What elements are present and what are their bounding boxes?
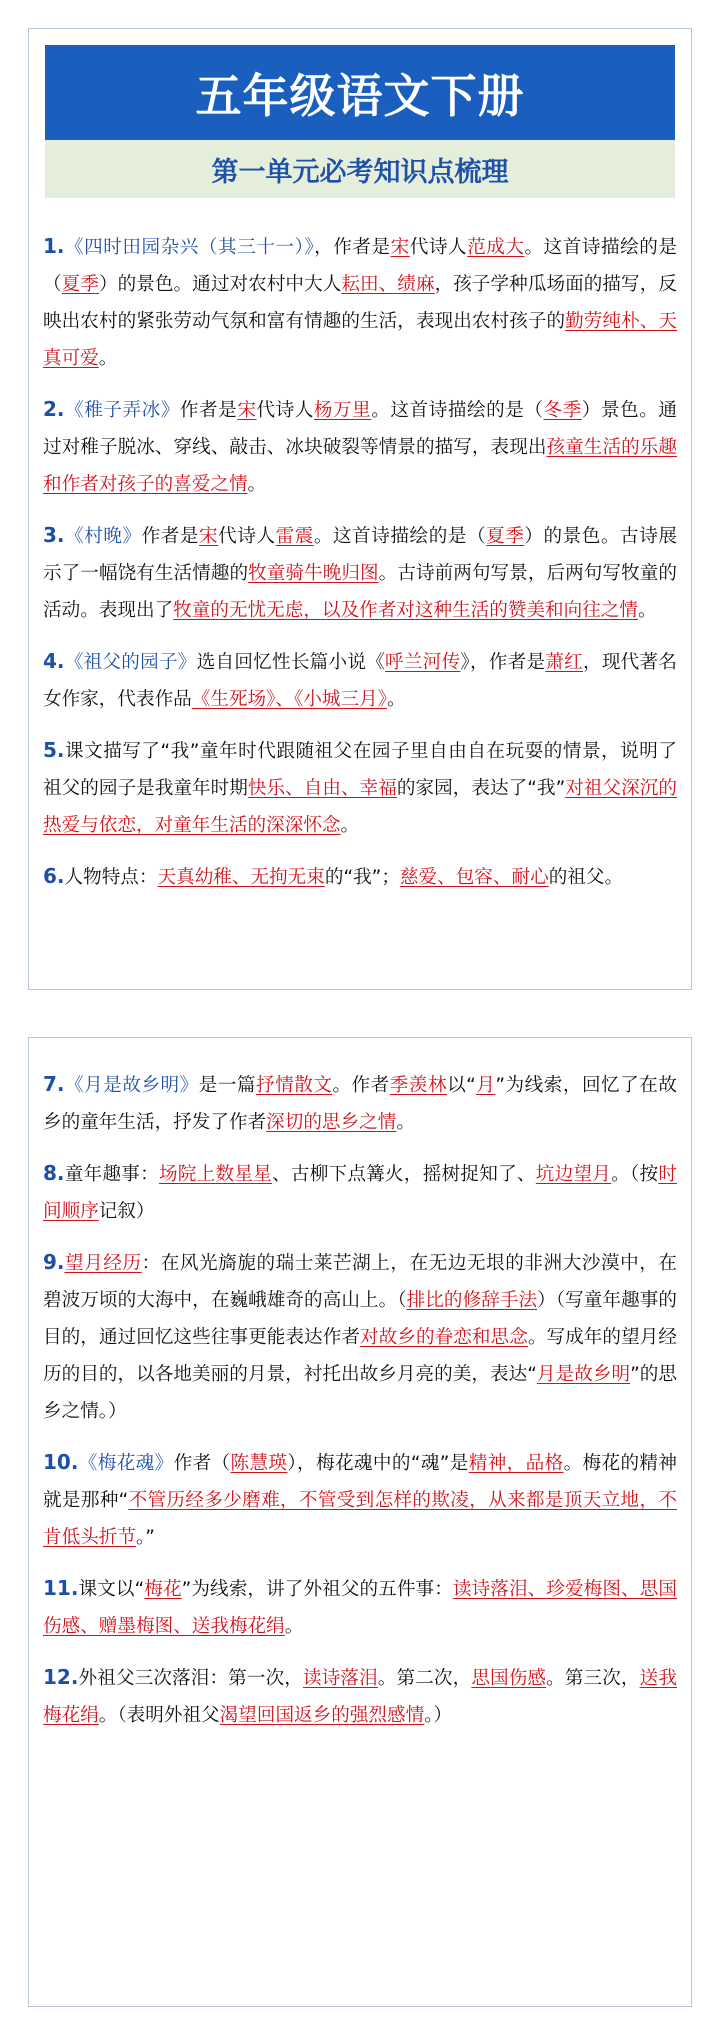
- key-point: 杨万里: [313, 400, 372, 421]
- book-title: 《稚子弄冰》: [64, 400, 180, 421]
- item-text: 。写成年的望月经历的目的，以各地美丽的月景，衬托出故乡月亮的美，表达“: [43, 1327, 677, 1385]
- item-text: 》，作者是: [460, 652, 546, 673]
- item-text: 。: [247, 474, 267, 495]
- card-unit-part-2: [28, 1037, 692, 2007]
- item-text: 。梅花的精神就是那种“: [43, 1453, 677, 1511]
- item-number: 7.: [43, 1072, 65, 1096]
- key-point: 场院上数星星: [158, 1164, 273, 1185]
- knowledge-item: [43, 391, 677, 503]
- key-point: 慈爱、包容、耐心: [399, 867, 549, 888]
- key-point: 月是故乡明: [536, 1364, 631, 1385]
- item-number: 1.: [43, 234, 65, 258]
- item-text: 以“: [447, 1075, 476, 1096]
- key-point: 宋: [237, 400, 257, 421]
- key-point: 坑边望月: [535, 1164, 612, 1185]
- item-text: 。这首诗描绘的是（: [371, 400, 544, 421]
- item-text: 。（按: [611, 1164, 659, 1185]
- item-text: 。: [387, 689, 406, 710]
- key-point: 读诗落泪、珍爱梅图、思国伤感、赠墨梅图、送我梅花绢: [43, 1579, 677, 1637]
- item-text: 记叙）: [98, 1201, 155, 1222]
- item-text: 代诗人: [409, 237, 468, 258]
- item-text: ，孩子学种瓜场面的描写，反映出农村的紧张劳动气氛和富有情趣的生活，表现出农村孩子的: [43, 274, 677, 332]
- item-number: 3.: [43, 523, 65, 547]
- knowledge-item: [43, 1244, 677, 1430]
- item-number: 9.: [43, 1250, 65, 1274]
- item-text: 。”: [135, 1527, 155, 1548]
- item-number: 2.: [43, 397, 65, 421]
- item-number: 5.: [43, 738, 65, 762]
- item-text: 课文以“: [78, 1579, 145, 1600]
- item-number: 11.: [43, 1576, 79, 1600]
- item-text: 代诗人: [218, 526, 276, 547]
- key-point: 孩童生活的乐趣和作者对孩子的喜爱之情: [43, 437, 677, 495]
- key-point: 勤劳纯朴、天真可爱: [43, 311, 677, 369]
- item-text: 作者是: [141, 526, 200, 547]
- key-point: 梅花: [144, 1579, 182, 1600]
- key-point: 对祖父深沉的热爱与依恋，对童年生活的深深怀念: [43, 778, 677, 836]
- key-point: 夏季: [486, 526, 525, 547]
- page-subtitle: 第一单元必考知识点梳理: [45, 140, 675, 198]
- item-text: 。）: [424, 1705, 453, 1726]
- key-point: 排比的修辞手法: [406, 1290, 538, 1311]
- item-text: ”为线索，讲了外祖父的五件事：: [181, 1579, 453, 1600]
- key-point: 耘田、绩麻: [341, 274, 435, 295]
- key-point: 月: [475, 1075, 496, 1096]
- item-text: 。: [98, 348, 118, 369]
- key-point: 时间顺序: [43, 1164, 677, 1222]
- key-point: 夏季: [61, 274, 99, 295]
- item-text: 选自回忆性长篇小说《: [196, 652, 386, 673]
- item-text: ：在风光旖旎的瑞士莱芒湖上，在无边无垠的非洲大沙漠中，在碧波万顷的大海中，在巍峨雄奇的高山上。（: [43, 1253, 677, 1311]
- card-unit-part-1: [28, 28, 692, 990]
- item-text: 。: [284, 1616, 304, 1637]
- item-text: 。这首诗描绘的是（: [43, 237, 677, 295]
- item-number: 12.: [43, 1665, 79, 1689]
- item-text: 。第三次，: [546, 1668, 640, 1689]
- knowledge-item: [43, 1659, 677, 1734]
- book-title: 《月是故乡明》: [64, 1075, 199, 1096]
- item-text: 的“我”；: [324, 867, 400, 888]
- knowledge-item: [43, 1444, 677, 1556]
- key-point: 呼兰河传: [385, 652, 461, 673]
- knowledge-item: [43, 732, 677, 844]
- page-title: 五年级语文下册: [45, 45, 675, 140]
- knowledge-item: [43, 1155, 677, 1230]
- item-text: ）的景色。古诗展示了一幅饶有生活情趣的: [43, 526, 677, 584]
- key-point: 读诗落泪: [302, 1668, 378, 1689]
- key-point: 牧童骑牛晚归图: [248, 563, 379, 584]
- key-point: 送我梅花绢: [43, 1668, 677, 1726]
- item-number: 4.: [43, 649, 65, 673]
- item-text: 作者是: [179, 400, 238, 421]
- book-title: 《梅花魂》: [78, 1453, 174, 1474]
- key-point: 宋: [199, 526, 219, 547]
- item-text: 。: [638, 600, 657, 621]
- knowledge-item: [43, 517, 677, 629]
- key-point: 渴望回国返乡的强烈感情: [219, 1705, 425, 1726]
- item-text: ）的景色。通过对农村中大人: [98, 274, 342, 295]
- item-text: 。作者: [332, 1075, 390, 1096]
- key-point: 抒情散文: [256, 1075, 333, 1096]
- knowledge-item: [43, 643, 677, 718]
- item-text: ），梅花魂中的“魂”是: [287, 1453, 469, 1474]
- knowledge-item: [43, 228, 677, 377]
- item-text: 。古诗前两句写景，后两句写牧童的活动。表现出了: [43, 563, 677, 621]
- key-point: 冬季: [543, 400, 582, 421]
- item-text: 。（表明外祖父: [98, 1705, 220, 1726]
- key-point: 思国伤感: [471, 1668, 547, 1689]
- key-point: 牧童的无忧无虑，以及作者对这种生活的赞美和向往之情: [173, 600, 639, 621]
- key-point: 深切的思乡之情: [266, 1112, 397, 1133]
- item-text: 。: [340, 815, 360, 836]
- key-point: 快乐、自由、幸福: [247, 778, 397, 799]
- item-text: 作者（: [173, 1453, 231, 1474]
- key-point: 季羡林: [389, 1075, 448, 1096]
- key-point: 陈慧瑛: [230, 1453, 288, 1474]
- knowledge-item: [43, 1066, 677, 1141]
- item-text: 童年趣事：: [64, 1164, 159, 1185]
- item-text: 的家园，表达了“我”: [396, 778, 566, 799]
- item-text: 。这首诗描绘的是（: [313, 526, 487, 547]
- item-text: 课文描写了“我”童年时代跟随祖父在园子里自由自在玩耍的情景，说明了祖父的园子是我童年时期: [43, 741, 677, 799]
- item-number: 6.: [43, 864, 65, 888]
- key-point: 《生死场》、《小城三月》: [191, 689, 387, 710]
- book-title: 《祖父的园子》: [64, 652, 197, 673]
- book-title: 《村晚》: [64, 526, 142, 547]
- item-number: 8.: [43, 1161, 65, 1185]
- knowledge-list-part-1: [29, 198, 691, 896]
- key-point: 望月经历: [64, 1253, 142, 1274]
- item-text: 。: [396, 1112, 415, 1133]
- knowledge-item: [43, 858, 677, 896]
- key-point: 萧红: [545, 652, 583, 673]
- book-title: 《四时田园杂兴（其三十一）》: [64, 237, 315, 258]
- item-text: ）（写童年趣事的目的，通过回忆这些往事更能表达作者: [43, 1290, 677, 1348]
- item-text: 人物特点：: [64, 867, 158, 888]
- item-text: ”为线索，回忆了在故乡的童年生活，抒发了作者: [43, 1075, 677, 1133]
- item-text: 的祖父。: [548, 867, 624, 888]
- item-text: 代诗人: [256, 400, 314, 421]
- knowledge-list-part-2: [29, 1038, 691, 1734]
- key-point: 雷震: [275, 526, 314, 547]
- item-text: ”的思乡之情。）: [43, 1364, 677, 1422]
- key-point: 不管历经多少磨难，不管受到怎样的欺凌，从来都是顶天立地，不肯低头折节: [43, 1490, 677, 1548]
- item-text: ，现代著名女作家，代表作品: [43, 652, 677, 710]
- item-text: 。第二次，: [377, 1668, 472, 1689]
- item-text: ）景色。通过对稚子脱冰、穿线、敲击、冰块破裂等情景的描写，表现出: [43, 400, 677, 458]
- key-point: 对故乡的眷恋和思念: [360, 1327, 528, 1348]
- knowledge-item: [43, 1570, 677, 1645]
- item-text: 外祖父三次落泪：第一次，: [78, 1668, 303, 1689]
- key-point: 天真幼稚、无拘无束: [157, 867, 325, 888]
- item-text: 是一篇: [198, 1075, 257, 1096]
- item-number: 10.: [43, 1450, 79, 1474]
- key-point: 范成大: [467, 237, 525, 258]
- item-text: 、古柳下点篝火，摇树捉知了、: [272, 1164, 536, 1185]
- key-point: 宋: [390, 237, 410, 258]
- key-point: 精神，品格: [468, 1453, 564, 1474]
- item-text: ，作者是: [314, 237, 391, 258]
